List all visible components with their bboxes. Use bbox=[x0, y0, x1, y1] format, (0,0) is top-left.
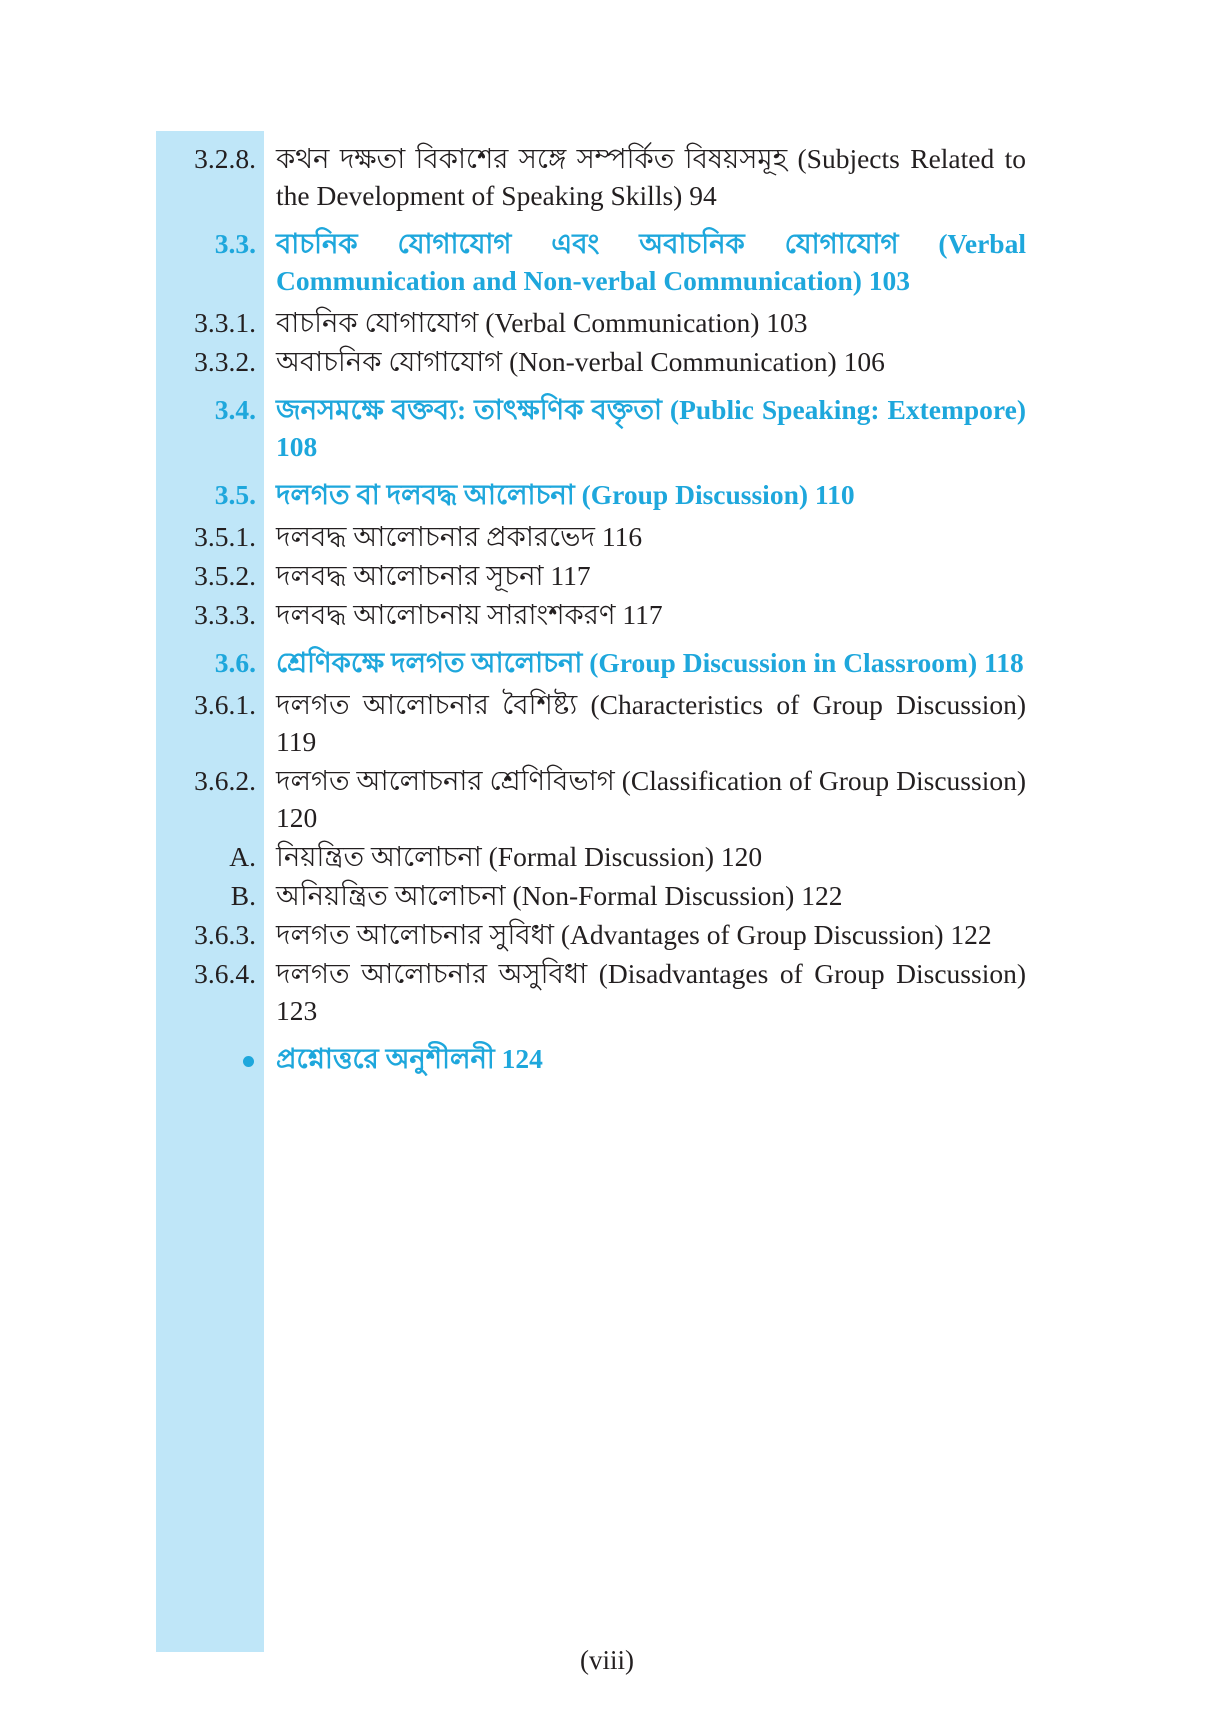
toc-entry-number: 3.6.3. bbox=[194, 919, 256, 950]
toc-entry-number: 3.6.4. bbox=[194, 958, 256, 989]
toc-entry-title: নিয়ন্ত্রিত আলোচনা (Formal Discussion) 120 bbox=[276, 841, 763, 872]
toc-entry-title: শ্রেণিকক্ষে দলগত আলোচনা (Group Discussion in Classroom) 118 bbox=[276, 647, 1024, 678]
toc-entry-title: দলবদ্ধ আলোচনার সূচনা 117 bbox=[276, 560, 591, 591]
toc-entry-title: জনসমক্ষে বক্তব্য: তাৎক্ষণিক বক্তৃতা (Public Speaking: Extempore) 108 bbox=[276, 394, 1026, 462]
toc-entry-title: বাচনিক যোগাযোগ এবং অবাচনিক যোগাযোগ (Verbal Communication and Non-verbal Communication) 103 bbox=[276, 228, 1026, 296]
toc-subsection-entry bbox=[156, 686, 1026, 760]
toc-entry-number: 3.5.1. bbox=[194, 521, 256, 552]
toc-entry-title: দলবদ্ধ আলোচনায় সারাংশকরণ 117 bbox=[276, 599, 663, 630]
toc-subsection-entry bbox=[156, 955, 1026, 1029]
toc-entry-title: অনিয়ন্ত্রিত আলোচনা (Non-Formal Discussion) 122 bbox=[276, 880, 843, 911]
toc-entry-number: 3.2.8. bbox=[194, 143, 256, 174]
toc-section-entry bbox=[156, 644, 1026, 681]
toc-subsection-entry bbox=[156, 518, 1026, 555]
toc-section-entry bbox=[156, 476, 1026, 513]
toc-subsection-entry bbox=[156, 877, 1026, 914]
toc-entry-number: 3.6. bbox=[214, 647, 256, 678]
toc-entry-title: দলগত আলোচনার বৈশিষ্ট্য (Characteristics of Group Discussion) 119 bbox=[276, 689, 1026, 757]
toc-subsection-entry bbox=[156, 140, 1026, 214]
toc-entry-title: কথন দক্ষতা বিকাশের সঙ্গে সম্পর্কিত বিষয়সমূহ (Subjects Related to the Development of Speaking Skills) 94 bbox=[276, 143, 1026, 211]
toc-subsection-entry bbox=[156, 838, 1026, 875]
toc-bullet-entry bbox=[156, 1040, 1026, 1077]
toc-subsection-entry bbox=[156, 916, 1026, 953]
table-of-contents bbox=[156, 138, 1026, 1082]
toc-entry-number: B. bbox=[230, 880, 256, 911]
toc-entry-title: অবাচনিক যোগাযোগ (Non-verbal Communication) 106 bbox=[276, 346, 885, 377]
toc-subsection-entry bbox=[156, 762, 1026, 836]
toc-subsection-entry bbox=[156, 304, 1026, 341]
toc-subsection-entry bbox=[156, 343, 1026, 380]
toc-entry-title: প্রশ্নোত্তরে অনুশীলনী 124 bbox=[276, 1043, 543, 1074]
toc-entry-number: 3.6.2. bbox=[194, 765, 256, 796]
toc-entry-title: বাচনিক যোগাযোগ (Verbal Communication) 103 bbox=[276, 307, 808, 338]
toc-subsection-entry bbox=[156, 557, 1026, 594]
page-number: (viii) bbox=[580, 1645, 634, 1675]
toc-entry-number: 3.5.2. bbox=[194, 560, 256, 591]
toc-entry-number: 3.3.2. bbox=[194, 346, 256, 377]
toc-entry-title: দলগত আলোচনার অসুবিধা (Disadvantages of Group Discussion) 123 bbox=[276, 958, 1026, 1026]
toc-entry-title: দলগত আলোচনার সুবিধা (Advantages of Group Discussion) 122 bbox=[276, 919, 992, 950]
bullet-dot-icon bbox=[243, 1056, 254, 1067]
toc-entry-number: 3.3.1. bbox=[194, 307, 256, 338]
toc-entry-number: 3.6.1. bbox=[194, 689, 256, 720]
toc-entry-number: 3.5. bbox=[214, 479, 256, 510]
bullet-icon bbox=[156, 1040, 256, 1077]
toc-section-entry bbox=[156, 391, 1026, 465]
toc-entry-number: 3.3.3. bbox=[194, 599, 256, 630]
toc-entry-title: দলগত আলোচনার শ্রেণিবিভাগ (Classification of Group Discussion) 120 bbox=[276, 765, 1026, 833]
toc-section-entry bbox=[156, 225, 1026, 299]
toc-entry-title: দলবদ্ধ আলোচনার প্রকারভেদ 116 bbox=[276, 521, 643, 552]
toc-subsection-entry bbox=[156, 596, 1026, 633]
toc-entry-number: A. bbox=[229, 841, 256, 872]
toc-entry-number: 3.4. bbox=[214, 394, 256, 425]
toc-entry-number: 3.3. bbox=[214, 228, 256, 259]
toc-entry-title: দলগত বা দলবদ্ধ আলোচনা (Group Discussion) 110 bbox=[276, 479, 855, 510]
